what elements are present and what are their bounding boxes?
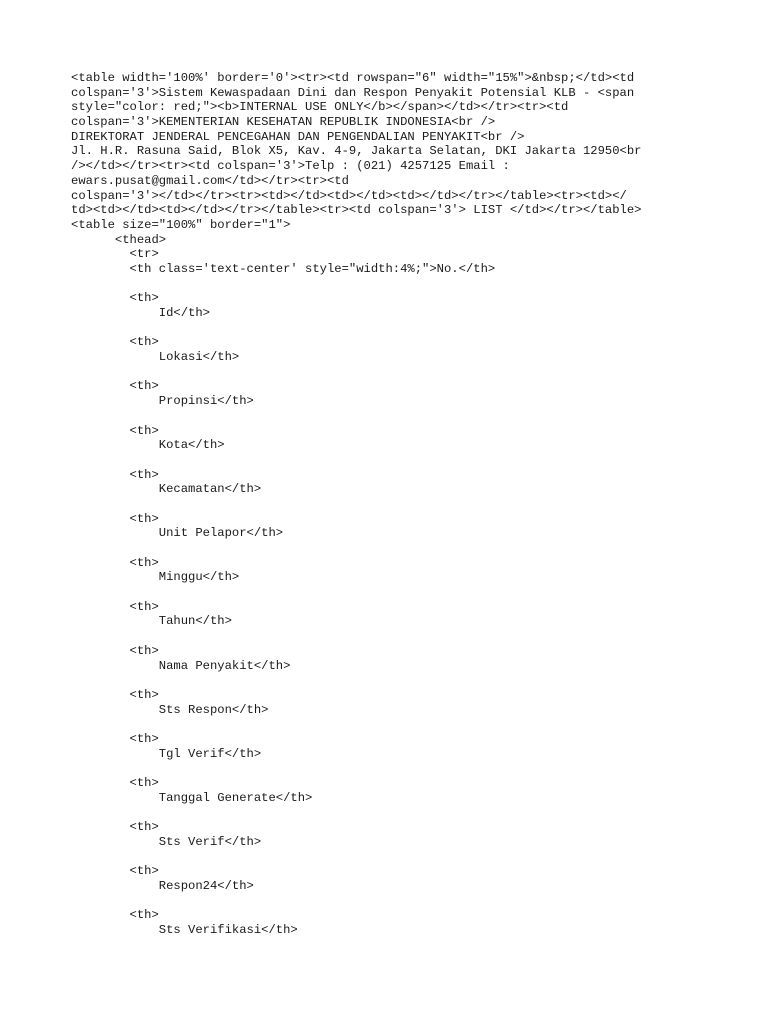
code-line: Propinsi</th>	[71, 394, 254, 409]
code-line: Minggu</th>	[71, 570, 240, 585]
code-line: <th class='text-center' style="width:4%;">No.</th>	[71, 261, 496, 276]
code-line: <tr>	[71, 247, 159, 262]
code-line: <th>	[71, 291, 159, 306]
code-line: colspan='3'>Sistem Kewaspadaan Dini dan Respon Penyakit Potensial KLB - <span	[71, 85, 635, 100]
code-line: <th>	[71, 467, 159, 482]
code-line	[71, 453, 751, 468]
code-line: /></td></tr><tr><td colspan='3'>Telp : (021) 4257125 Email :	[71, 159, 510, 174]
code-line: <th>	[71, 511, 159, 526]
code-line	[71, 894, 751, 909]
code-line: Tgl Verif</th>	[71, 746, 262, 761]
code-line: style="color: red;"><b>INTERNAL USE ONLY</b></span></td></tr><tr><td	[71, 100, 569, 115]
code-line	[71, 849, 751, 864]
code-line: Id</th>	[71, 306, 210, 320]
code-line: Respon24</th>	[71, 878, 254, 893]
code-line: Unit Pelapor</th>	[71, 526, 284, 541]
code-line	[71, 673, 751, 688]
source-code-text	[71, 71, 751, 938]
code-line: <th>	[71, 731, 159, 746]
code-line: <table width='100%' border='0'><tr><td rowspan="6" width="15%">&nbsp;</td><td	[71, 71, 635, 85]
code-line: <table size="100%" border="1">	[71, 217, 291, 232]
code-line: Tanggal Generate</th>	[71, 790, 313, 805]
code-line: Sts Verif</th>	[71, 834, 262, 849]
code-line	[71, 541, 751, 556]
code-line	[71, 277, 751, 292]
code-line: <th>	[71, 820, 159, 835]
code-line	[71, 717, 751, 732]
code-line	[71, 321, 751, 336]
code-line: Tahun</th>	[71, 614, 232, 629]
code-line	[71, 409, 751, 424]
code-line: td><td></td><td></td></tr></table><tr><td colspan='3'> LIST </td></tr></table>	[71, 203, 642, 218]
code-line: <th>	[71, 599, 159, 614]
code-line: ewars.pusat@gmail.com</td></tr><tr><td	[71, 173, 349, 188]
code-line: <th>	[71, 643, 159, 658]
code-line	[71, 629, 751, 644]
code-line	[71, 365, 751, 380]
code-line: Sts Respon</th>	[71, 702, 269, 717]
code-line: Sts Verifikasi</th>	[71, 922, 298, 937]
code-line: <th>	[71, 687, 159, 702]
code-line	[71, 805, 751, 820]
code-line: colspan='3'></td></tr><tr><td></td><td></td><td></td></tr></table><tr><td></	[71, 188, 627, 203]
code-line: <th>	[71, 335, 159, 350]
code-line: colspan='3'>KEMENTERIAN KESEHATAN REPUBLIK INDONESIA<br />	[71, 115, 496, 130]
code-line: <thead>	[71, 232, 167, 247]
code-line	[71, 497, 751, 512]
code-line: <th>	[71, 555, 159, 570]
code-line	[71, 585, 751, 600]
code-line: <th>	[71, 776, 159, 790]
code-line: Jl. H.R. Rasuna Said, Blok X5, Kav. 4-9, Jakarta Selatan, DKI Jakarta 12950<br	[71, 144, 642, 159]
code-line: <th>	[71, 379, 159, 394]
code-line: Kecamatan</th>	[71, 482, 262, 497]
code-line: <th>	[71, 908, 159, 923]
code-line: Lokasi</th>	[71, 350, 240, 365]
code-line: <th>	[71, 423, 159, 438]
code-line: DIREKTORAT JENDERAL PENCEGAHAN DAN PENGENDALIAN PENYAKIT<br />	[71, 129, 525, 144]
code-line: Nama Penyakit</th>	[71, 658, 291, 673]
code-line	[71, 761, 751, 776]
code-line: Kota</th>	[71, 438, 225, 453]
code-line: <th>	[71, 864, 159, 879]
